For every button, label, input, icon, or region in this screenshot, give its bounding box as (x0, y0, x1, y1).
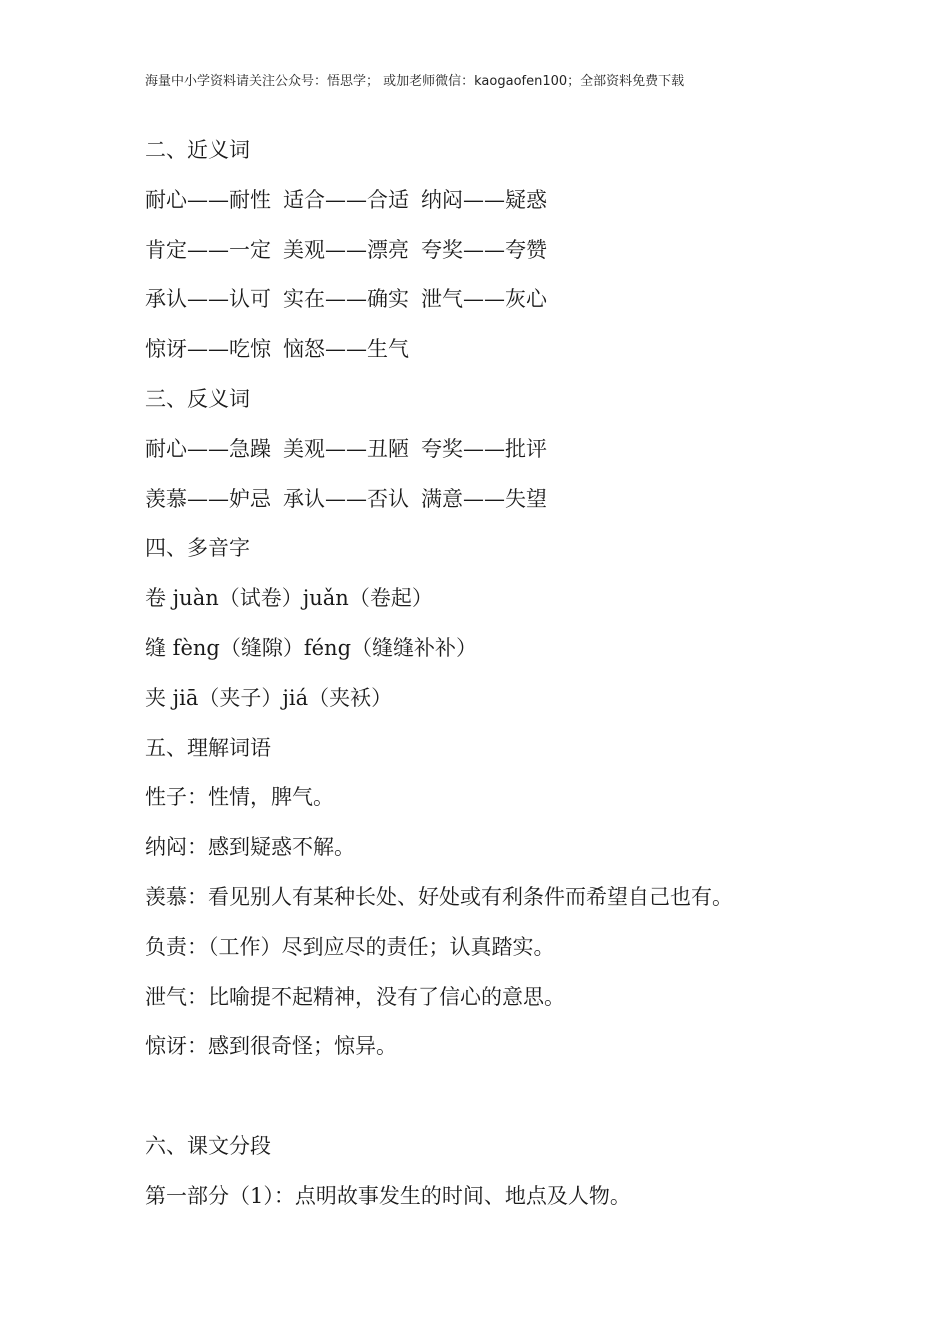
word-pair: 纳闷——疑惑 (421, 187, 547, 212)
section-title-synonyms: 二、近义词 (145, 138, 250, 162)
word-pair: 美观——漂亮 (283, 237, 409, 262)
word-pair: 耐心——耐性 (145, 187, 271, 212)
word-pair: 肯定——一定 (145, 237, 271, 262)
synonym-row (145, 279, 925, 329)
polyphone-line: 缝 fèng（缝隙）féng（缝缝补补） (145, 635, 478, 660)
definition-line: 负责：（工作）尽到应尽的责任；认真踏实。 (145, 934, 555, 959)
segment-line: 第一部分（1）：点明故事发生的时间、地点及人物。 (145, 1183, 631, 1208)
blank-line (145, 1076, 925, 1126)
page-header-notice: 海量中小学资料请关注公众号：悟思学； 或加老师微信：kaogaofen100；全部资料免费下载 (145, 74, 685, 89)
definition-line: 性子：性情，脾气。 (145, 785, 334, 810)
word-pair: 泄气——灰心 (421, 287, 547, 312)
section-title-antonyms: 三、反义词 (145, 386, 250, 411)
word-pair: 夸奖——批评 (421, 436, 547, 461)
word-pair: 承认——否认 (283, 486, 409, 511)
synonym-row (145, 230, 925, 280)
definition-line: 泄气：比喻提不起精神，没有了信心的意思。 (145, 984, 565, 1009)
word-pair: 实在——确实 (283, 287, 409, 312)
antonym-row (145, 479, 925, 529)
synonym-row (145, 329, 925, 379)
word-pair: 美观——丑陋 (283, 436, 409, 461)
word-pair: 惊讶——吃惊 (145, 337, 271, 362)
definition-line: 纳闷：感到疑惑不解。 (145, 835, 355, 860)
definition-line: 羡慕：看见别人有某种长处、好处或有利条件而希望自己也有。 (145, 884, 733, 909)
word-pair: 恼怒——生气 (283, 337, 409, 362)
polyphone-line: 卷 juàn（试卷）juǎn（卷起） (145, 586, 433, 611)
word-pair: 羡慕——妒忌 (145, 486, 271, 511)
word-pair: 夸奖——夸赞 (421, 237, 547, 262)
section-title-definitions: 五、理解词语 (145, 735, 271, 760)
word-pair: 承认——认可 (145, 287, 271, 312)
synonym-row (145, 180, 925, 230)
section-title-polyphones: 四、多音字 (145, 536, 250, 561)
section-title-segments: 六、课文分段 (145, 1133, 271, 1158)
polyphone-line: 夹 jiā（夹子）jiá（夹袄） (145, 685, 393, 710)
word-pair: 适合——合适 (283, 187, 409, 212)
antonym-row (145, 429, 925, 479)
word-pair: 耐心——急躁 (145, 436, 271, 461)
word-pair: 满意——失望 (421, 486, 547, 511)
document-body (145, 130, 925, 1226)
definition-line: 惊讶：感到很奇怪；惊异。 (145, 1034, 397, 1059)
